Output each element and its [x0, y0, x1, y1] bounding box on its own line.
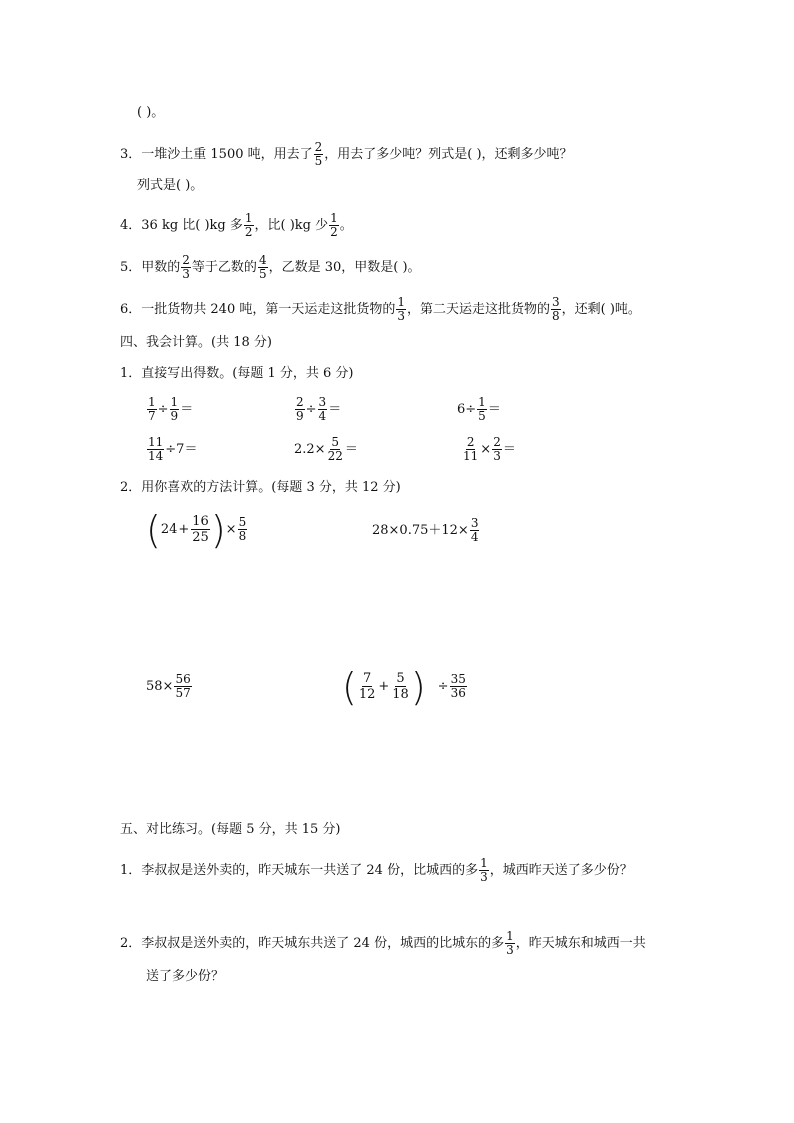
section-5-title: 五、对比练习。(每题 5 分，共 15 分): [120, 822, 341, 837]
calc-item-e: 2.2× $\frac{5}{22}$ ＝: [294, 435, 358, 463]
section-4-sub-1: 1．直接写出得数。(每题 1 分，共 6 分): [120, 366, 354, 381]
q6-text-2: ，第二天运走这批货物的: [407, 302, 551, 317]
section-5-problem-2-cont: 送了多少份？: [146, 969, 225, 984]
fraction: $\frac{5}{18}$: [392, 671, 409, 702]
q6-text-1: 6．一批货物共 240 吨，第一天运走这批货物的: [120, 302, 396, 317]
fraction: $\frac{7}{12}$: [358, 671, 376, 702]
q3-text-3: 列式是( )。: [137, 178, 204, 193]
fraction: $\frac{1}{9}$: [170, 395, 179, 423]
fraction: $\frac{16}{25}$: [192, 514, 209, 545]
fraction: $\frac{1}{3}$: [506, 929, 514, 957]
fraction: $\frac{1}{2}$: [244, 211, 253, 239]
question-6: [120, 296, 641, 323]
fraction: $\frac{1}{3}$: [480, 856, 488, 884]
fraction: $\frac{2}{3}$: [493, 435, 501, 463]
question-3-line-1: [120, 141, 573, 168]
expression-3: 58× $\frac{56}{57}$: [146, 672, 191, 700]
fraction: $\frac{35}{36}$: [450, 672, 466, 700]
fraction: $\frac{4}{5}$: [258, 253, 267, 281]
fraction: $\frac{3}{4}$: [318, 395, 327, 423]
q5-text-2: 等于乙数的: [191, 260, 257, 275]
q4-text-3: 。: [339, 218, 353, 233]
fraction: $\frac{3}{8}$: [552, 295, 560, 323]
calc-item-b: $\frac{2}{9}$ ÷ $\frac{3}{4}$ ＝: [296, 395, 342, 423]
calc-item-f: $\frac{2}{11}$ × $\frac{2}{3}$ ＝: [463, 435, 516, 463]
q3-text-2: ，用去了多少吨？列式是( )，还剩多少吨？: [324, 147, 573, 162]
expression-4: ( $\frac{7}{12}$ + $\frac{5}{18}$ ) ÷ $\frac{35}{36}$: [342, 664, 466, 709]
question-5: [120, 254, 421, 281]
q4-text-1: 4．36 kg 比( )kg 多: [120, 218, 243, 233]
fraction: $\frac{2}{3}$: [182, 253, 190, 281]
calc-item-c: 6÷ $\frac{1}{5}$ ＝: [457, 395, 501, 423]
fraction: $\frac{5}{22}$: [327, 435, 343, 463]
calc-item-d: $\frac{11}{14}$ ÷7＝: [148, 435, 198, 463]
q4-text-2: ，比( )kg 少: [254, 218, 329, 233]
fraction: $\frac{3}{4}$: [470, 516, 479, 544]
fraction: $\frac{2}{5}$: [314, 140, 323, 168]
fraction: $\frac{5}{8}$: [238, 515, 247, 543]
section-4-sub-2: 2．用你喜欢的方法计算。(每题 3 分，共 12 分): [120, 480, 401, 495]
q3-text-1: 3．一堆沙土重 1500 吨，用去了: [120, 147, 313, 162]
fraction: $\frac{2}{11}$: [463, 435, 479, 463]
calc-item-a: $\frac{1}{7}$ ÷ $\frac{1}{9}$ ＝: [148, 395, 194, 423]
section-5-problem-2: 2．李叔叔是送外卖的，昨天城东共送了 24 份，城西的比城东的多 $\frac{1}{3}$ ，昨天城东和城西一共: [120, 929, 646, 957]
fraction: $\frac{2}{9}$: [296, 395, 304, 423]
question-4: [120, 212, 353, 239]
q2-answer-blank: ( )。: [137, 105, 165, 120]
fraction: $\frac{1}{5}$: [478, 395, 486, 423]
q5-text-3: ，乙数是 30，甲数是( )。: [268, 260, 421, 275]
section-4-title: 四、我会计算。(共 18 分): [120, 335, 272, 350]
fraction: $\frac{56}{57}$: [175, 672, 191, 700]
fraction: $\frac{1}{2}$: [330, 211, 338, 239]
q6-text-3: ，还剩( )吨。: [561, 302, 641, 317]
expression-2: 28×0.75＋12× $\frac{3}{4}$: [372, 516, 479, 544]
expression-1: (24+ $\frac{16}{25}$ )× $\frac{5}{8}$: [146, 507, 247, 552]
fraction: $\frac{11}{14}$: [148, 435, 164, 463]
q5-text-1: 5．甲数的: [120, 260, 181, 275]
fraction: $\frac{1}{3}$: [397, 295, 405, 323]
section-5-problem-1: 1．李叔叔是送外卖的，昨天城东一共送了 24 份，比城西的多 $\frac{1}{3}$ ，城西昨天送了多少份？: [120, 856, 633, 884]
fraction: $\frac{1}{7}$: [148, 395, 156, 423]
